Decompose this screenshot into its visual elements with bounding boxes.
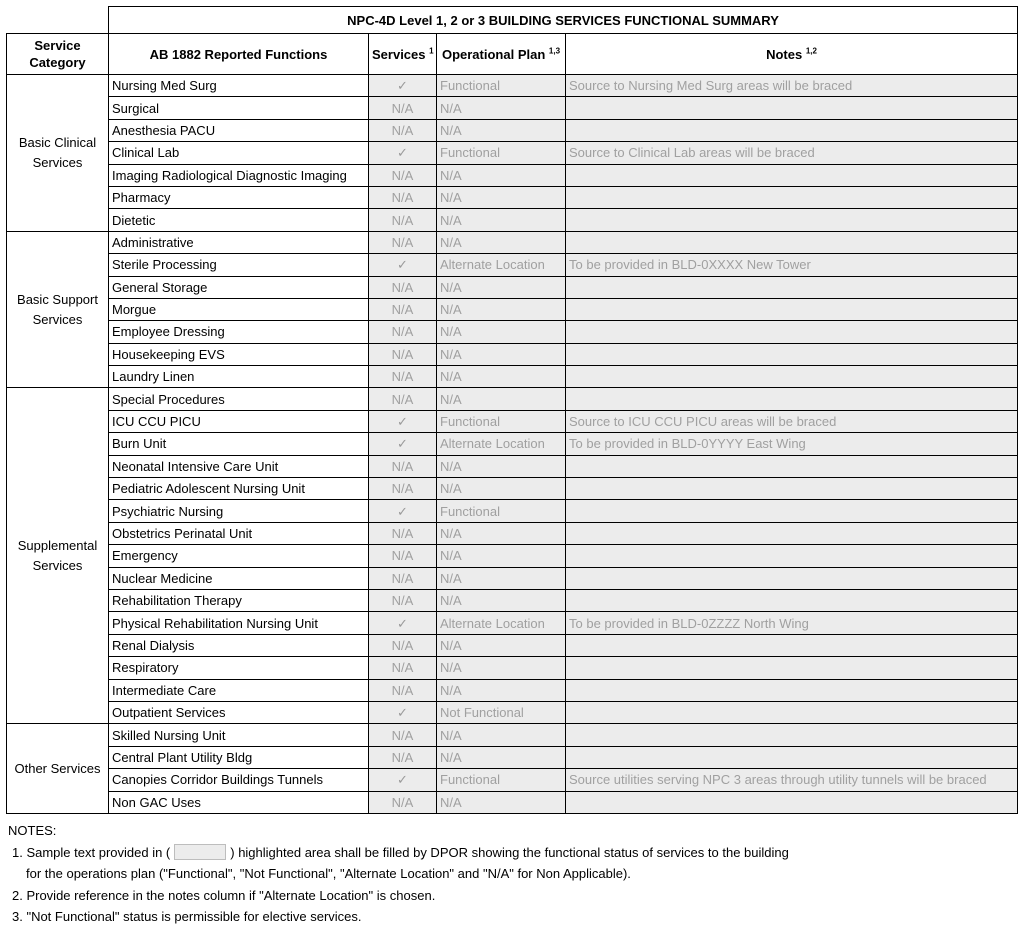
- functional-summary-table: [6, 6, 1018, 814]
- notes-cell[interactable]: [566, 366, 1018, 388]
- services-status-cell[interactable]: ✓: [369, 769, 437, 791]
- services-status-cell[interactable]: ✓: [369, 75, 437, 97]
- operational-plan-cell[interactable]: N/A: [437, 343, 566, 365]
- operational-plan-cell[interactable]: N/A: [437, 366, 566, 388]
- services-status-cell[interactable]: N/A: [369, 231, 437, 253]
- notes-cell[interactable]: [566, 522, 1018, 544]
- notes-cell[interactable]: [566, 634, 1018, 656]
- operational-plan-cell[interactable]: N/A: [437, 679, 566, 701]
- operational-plan-cell[interactable]: Alternate Location: [437, 433, 566, 455]
- notes-cell[interactable]: [566, 388, 1018, 410]
- table-row: [7, 657, 1018, 679]
- table-row: [7, 746, 1018, 768]
- notes-cell[interactable]: [566, 298, 1018, 320]
- operational-plan-cell[interactable]: N/A: [437, 522, 566, 544]
- notes-heading: NOTES:: [8, 823, 57, 838]
- function-cell: Burn Unit: [109, 433, 369, 455]
- operational-plan-cell[interactable]: N/A: [437, 97, 566, 119]
- notes-cell[interactable]: [566, 724, 1018, 746]
- operational-plan-cell[interactable]: N/A: [437, 567, 566, 589]
- table-row: [7, 343, 1018, 365]
- services-status-cell[interactable]: N/A: [369, 388, 437, 410]
- operational-plan-cell[interactable]: N/A: [437, 209, 566, 231]
- notes-cell[interactable]: [566, 321, 1018, 343]
- table-row: [7, 276, 1018, 298]
- table-row: [7, 679, 1018, 701]
- services-status-cell[interactable]: N/A: [369, 634, 437, 656]
- table-row: [7, 186, 1018, 208]
- table-row: [7, 164, 1018, 186]
- operational-plan-cell[interactable]: Functional: [437, 142, 566, 164]
- function-cell: Respiratory: [109, 657, 369, 679]
- header-service-category: Service Category: [7, 34, 109, 75]
- corner-blank-cell: [7, 7, 109, 34]
- operational-plan-cell[interactable]: N/A: [437, 724, 566, 746]
- operational-plan-cell[interactable]: Alternate Location: [437, 612, 566, 634]
- table-row: [7, 321, 1018, 343]
- function-cell: Dietetic: [109, 209, 369, 231]
- notes-cell[interactable]: [566, 97, 1018, 119]
- table-row: [7, 478, 1018, 500]
- notes-cell[interactable]: Source to Nursing Med Surg areas will be braced: [566, 75, 1018, 97]
- function-cell: Skilled Nursing Unit: [109, 724, 369, 746]
- table-row: [7, 634, 1018, 656]
- services-status-cell[interactable]: N/A: [369, 589, 437, 611]
- operational-plan-cell[interactable]: N/A: [437, 276, 566, 298]
- services-status-cell[interactable]: N/A: [369, 455, 437, 477]
- function-cell: Morgue: [109, 298, 369, 320]
- notes-cell[interactable]: [566, 657, 1018, 679]
- notes-cell[interactable]: [566, 701, 1018, 723]
- table-row: [7, 589, 1018, 611]
- notes-cell[interactable]: [566, 589, 1018, 611]
- services-status-cell[interactable]: ✓: [369, 500, 437, 522]
- function-cell: Surgical: [109, 97, 369, 119]
- function-cell: Obstetrics Perinatal Unit: [109, 522, 369, 544]
- operational-plan-cell[interactable]: N/A: [437, 634, 566, 656]
- function-cell: General Storage: [109, 276, 369, 298]
- services-status-cell[interactable]: N/A: [369, 298, 437, 320]
- function-cell: Anesthesia PACU: [109, 119, 369, 141]
- table-row: [7, 455, 1018, 477]
- notes-cell[interactable]: [566, 276, 1018, 298]
- function-cell: Canopies Corridor Buildings Tunnels: [109, 769, 369, 791]
- services-status-cell[interactable]: N/A: [369, 657, 437, 679]
- table-row: [7, 769, 1018, 791]
- operational-plan-cell[interactable]: Not Functional: [437, 701, 566, 723]
- services-status-cell[interactable]: N/A: [369, 119, 437, 141]
- function-cell: Clinical Lab: [109, 142, 369, 164]
- function-cell: Pharmacy: [109, 186, 369, 208]
- notes-cell[interactable]: [566, 119, 1018, 141]
- function-cell: Intermediate Care: [109, 679, 369, 701]
- table-row: [7, 97, 1018, 119]
- table-row: [7, 791, 1018, 813]
- table-row: [7, 545, 1018, 567]
- table-row: [7, 500, 1018, 522]
- operational-plan-cell[interactable]: Functional: [437, 410, 566, 432]
- function-cell: Non GAC Uses: [109, 791, 369, 813]
- services-status-cell[interactable]: N/A: [369, 791, 437, 813]
- operational-plan-cell[interactable]: Alternate Location: [437, 254, 566, 276]
- header-operational-plan: Operational Plan $^{1,3}$: [437, 34, 566, 75]
- table-row: [7, 388, 1018, 410]
- notes-cell[interactable]: [566, 209, 1018, 231]
- services-status-cell[interactable]: N/A: [369, 545, 437, 567]
- function-cell: Employee Dressing: [109, 321, 369, 343]
- operational-plan-cell[interactable]: Functional: [437, 500, 566, 522]
- operational-plan-cell[interactable]: N/A: [437, 545, 566, 567]
- function-cell: Outpatient Services: [109, 701, 369, 723]
- operational-plan-cell[interactable]: N/A: [437, 746, 566, 768]
- service-category-cell: Supplemental Services: [7, 388, 109, 724]
- operational-plan-cell[interactable]: N/A: [437, 298, 566, 320]
- notes-cell[interactable]: [566, 478, 1018, 500]
- footnotes: [8, 820, 789, 928]
- function-cell: Nursing Med Surg: [109, 75, 369, 97]
- notes-cell[interactable]: [566, 231, 1018, 253]
- services-status-cell[interactable]: N/A: [369, 478, 437, 500]
- table-row: [7, 724, 1018, 746]
- header-services: Services $^1$: [369, 34, 437, 75]
- operational-plan-cell[interactable]: Functional: [437, 75, 566, 97]
- operational-plan-cell[interactable]: N/A: [437, 455, 566, 477]
- note-1: 1. Sample text provided in ( ) highlighted area shall be filled by DPOR showing the functional status of services to the building: [12, 844, 789, 860]
- operational-plan-cell[interactable]: N/A: [437, 231, 566, 253]
- notes-cell[interactable]: [566, 545, 1018, 567]
- services-status-cell[interactable]: N/A: [369, 164, 437, 186]
- function-cell: Neonatal Intensive Care Unit: [109, 455, 369, 477]
- note-3: 3. "Not Functional" status is permissible for elective services.: [12, 909, 362, 924]
- operational-plan-cell[interactable]: N/A: [437, 164, 566, 186]
- notes-cell[interactable]: [566, 186, 1018, 208]
- function-cell: Psychiatric Nursing: [109, 500, 369, 522]
- operational-plan-cell[interactable]: N/A: [437, 589, 566, 611]
- operational-plan-cell[interactable]: N/A: [437, 791, 566, 813]
- function-cell: Emergency: [109, 545, 369, 567]
- service-category-cell: Other Services: [7, 724, 109, 814]
- function-cell: Imaging Radiological Diagnostic Imaging: [109, 164, 369, 186]
- function-cell: Laundry Linen: [109, 366, 369, 388]
- function-cell: Special Procedures: [109, 388, 369, 410]
- note-2: 2. Provide reference in the notes column if "Alternate Location" is chosen.: [12, 887, 436, 903]
- notes-cell[interactable]: To be provided in BLD-0YYYY East Wing: [566, 433, 1018, 455]
- table-body: [7, 75, 1018, 814]
- services-status-cell[interactable]: N/A: [369, 746, 437, 768]
- table-row: [7, 209, 1018, 231]
- function-cell: Central Plant Utility Bldg: [109, 746, 369, 768]
- notes-cell[interactable]: To be provided in BLD-0ZZZZ North Wing: [566, 612, 1018, 634]
- header-notes: Notes $^{1,2}$: [566, 34, 1018, 75]
- services-status-cell[interactable]: ✓: [369, 701, 437, 723]
- function-cell: Administrative: [109, 231, 369, 253]
- notes-cell[interactable]: Source utilities serving NPC 3 areas through utility tunnels will be braced: [566, 769, 1018, 791]
- function-cell: Sterile Processing: [109, 254, 369, 276]
- function-cell: ICU CCU PICU: [109, 410, 369, 432]
- notes-cell[interactable]: [566, 567, 1018, 589]
- services-status-cell[interactable]: N/A: [369, 343, 437, 365]
- operational-plan-cell[interactable]: Functional: [437, 769, 566, 791]
- function-cell: Housekeeping EVS: [109, 343, 369, 365]
- table-row: [7, 231, 1018, 253]
- table-row: [7, 142, 1018, 164]
- operational-plan-cell[interactable]: N/A: [437, 186, 566, 208]
- function-cell: Renal Dialysis: [109, 634, 369, 656]
- services-status-cell[interactable]: N/A: [369, 724, 437, 746]
- notes-cell[interactable]: [566, 164, 1018, 186]
- notes-cell[interactable]: To be provided in BLD-0XXXX New Tower: [566, 254, 1018, 276]
- table-row: [7, 522, 1018, 544]
- services-status-cell[interactable]: ✓: [369, 410, 437, 432]
- operational-plan-cell[interactable]: N/A: [437, 388, 566, 410]
- services-status-cell[interactable]: ✓: [369, 612, 437, 634]
- table-row: [7, 701, 1018, 723]
- sample-highlight-swatch: [174, 844, 226, 860]
- notes-cell[interactable]: [566, 455, 1018, 477]
- services-status-cell[interactable]: ✓: [369, 142, 437, 164]
- table-row: [7, 298, 1018, 320]
- table-row: [7, 254, 1018, 276]
- table-row: [7, 410, 1018, 432]
- services-status-cell[interactable]: N/A: [369, 276, 437, 298]
- services-status-cell[interactable]: N/A: [369, 209, 437, 231]
- notes-cell[interactable]: [566, 343, 1018, 365]
- notes-cell[interactable]: [566, 746, 1018, 768]
- notes-cell[interactable]: [566, 679, 1018, 701]
- service-category-cell: Basic Clinical Services: [7, 75, 109, 232]
- function-cell: Pediatric Adolescent Nursing Unit: [109, 478, 369, 500]
- notes-cell[interactable]: Source to Clinical Lab areas will be braced: [566, 142, 1018, 164]
- operational-plan-cell[interactable]: N/A: [437, 478, 566, 500]
- services-status-cell[interactable]: N/A: [369, 522, 437, 544]
- function-cell: Rehabilitation Therapy: [109, 589, 369, 611]
- notes-cell[interactable]: Source to ICU CCU PICU areas will be braced: [566, 410, 1018, 432]
- table-row: [7, 119, 1018, 141]
- services-status-cell[interactable]: ✓: [369, 433, 437, 455]
- function-cell: Nuclear Medicine: [109, 567, 369, 589]
- services-status-cell[interactable]: N/A: [369, 567, 437, 589]
- table-row: [7, 567, 1018, 589]
- notes-cell[interactable]: [566, 791, 1018, 813]
- operational-plan-cell[interactable]: N/A: [437, 321, 566, 343]
- operational-plan-cell[interactable]: N/A: [437, 657, 566, 679]
- function-cell: Physical Rehabilitation Nursing Unit: [109, 612, 369, 634]
- header-functions: AB 1882 Reported Functions: [109, 34, 369, 75]
- operational-plan-cell[interactable]: N/A: [437, 119, 566, 141]
- table-row: [7, 75, 1018, 97]
- services-status-cell[interactable]: N/A: [369, 186, 437, 208]
- services-status-cell[interactable]: N/A: [369, 97, 437, 119]
- table-title: NPC-4D Level 1, 2 or 3 BUILDING SERVICES FUNCTIONAL SUMMARY: [109, 7, 1018, 34]
- services-status-cell[interactable]: N/A: [369, 679, 437, 701]
- note-1-continued: for the operations plan ("Functional", "Not Functional", "Alternate Location" and "N/A" for Non Applicable).: [26, 866, 631, 881]
- services-status-cell[interactable]: N/A: [369, 321, 437, 343]
- service-category-cell: Basic Support Services: [7, 231, 109, 388]
- table-row: [7, 366, 1018, 388]
- table-row: [7, 612, 1018, 634]
- table-row: [7, 433, 1018, 455]
- notes-cell[interactable]: [566, 500, 1018, 522]
- services-status-cell[interactable]: ✓: [369, 254, 437, 276]
- services-status-cell[interactable]: N/A: [369, 366, 437, 388]
